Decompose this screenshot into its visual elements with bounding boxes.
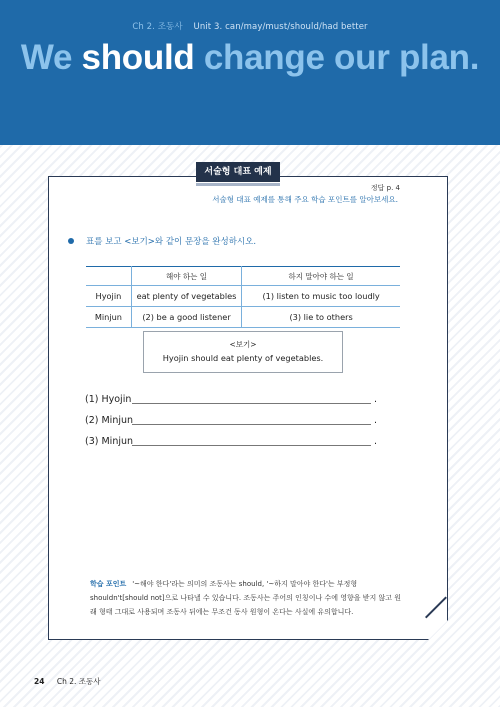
table-cell: eat plenty of vegetables — [131, 286, 241, 307]
answer-line-label: (3) Minjun — [85, 436, 134, 447]
table-cell: (3) lie to others — [242, 307, 400, 328]
table-cell: (2) be a good listener — [131, 307, 241, 328]
section-subtitle: 서술형 대표 예제를 통해 주요 학습 포인트를 알아보세요. — [212, 195, 398, 204]
answer-line-end: . — [373, 436, 377, 447]
title-pre: We — [20, 38, 82, 77]
table-cell: Hyojin — [86, 286, 131, 307]
title-post: change our plan. — [194, 38, 480, 77]
page-footer — [34, 676, 100, 687]
answer-line-1 — [85, 392, 385, 406]
table-header-cell: 해야 하는 일 — [131, 267, 241, 286]
table-header-cell — [86, 267, 131, 286]
answer-blank[interactable] — [132, 403, 371, 404]
answer-line-end: . — [373, 415, 377, 426]
learning-point-text: '~해야 한다'라는 의미의 조동사는 should, '~하지 말아야 한다'는 부정형 shouldn't[should not]으로 나타낼 수 있습니다. 조동사는 주어의 인칭이나 수에 영향을 받지 않고 원래 형태 그대로 사용되며 조동사 뒤에는 무조건 동사 원형이 온다는 사실에 유의합니다. — [90, 580, 401, 616]
answer-line-2 — [85, 413, 385, 427]
instruction-text: 표를 보고 <보기>와 같이 문장을 완성하시오. — [86, 237, 257, 247]
learning-point — [90, 577, 402, 619]
breadcrumb — [0, 20, 500, 32]
table-cell: (1) listen to music too loudly — [242, 286, 400, 307]
chapter-label: Ch 2. 조동사 — [132, 22, 183, 32]
bullet-icon — [68, 238, 74, 244]
title-highlight: should — [81, 38, 195, 77]
table-row — [86, 286, 400, 307]
example-label: <보기> — [229, 340, 257, 349]
section-tag: 서술형 대표 예제 — [196, 162, 280, 182]
table-row — [86, 307, 400, 328]
footer-chapter: Ch 2. 조동사 — [56, 677, 101, 686]
answer-line-3 — [85, 434, 385, 448]
unit-label: Unit 3. can/may/must/should/had better — [193, 22, 368, 32]
task-table — [86, 266, 400, 328]
answer-line-label: (1) Hyojin — [85, 394, 132, 405]
page-number: 24 — [34, 677, 45, 686]
answer-reference: 정답 p. 4 — [370, 184, 400, 192]
table-header-row — [86, 267, 400, 286]
example-box — [143, 331, 343, 373]
page-header — [0, 0, 500, 145]
table-cell: Minjun — [86, 307, 131, 328]
page-title — [20, 36, 480, 80]
table-header-cell: 하지 말아야 하는 일 — [242, 267, 400, 286]
example-sentence: Hyojin should eat plenty of vegetables. — [162, 353, 324, 363]
answer-blank[interactable] — [132, 445, 371, 446]
answer-blank[interactable] — [132, 424, 371, 425]
answer-line-label: (2) Minjun — [85, 415, 134, 426]
learning-point-tag: 학습 포인트 — [90, 580, 127, 588]
answer-line-end: . — [373, 394, 377, 405]
